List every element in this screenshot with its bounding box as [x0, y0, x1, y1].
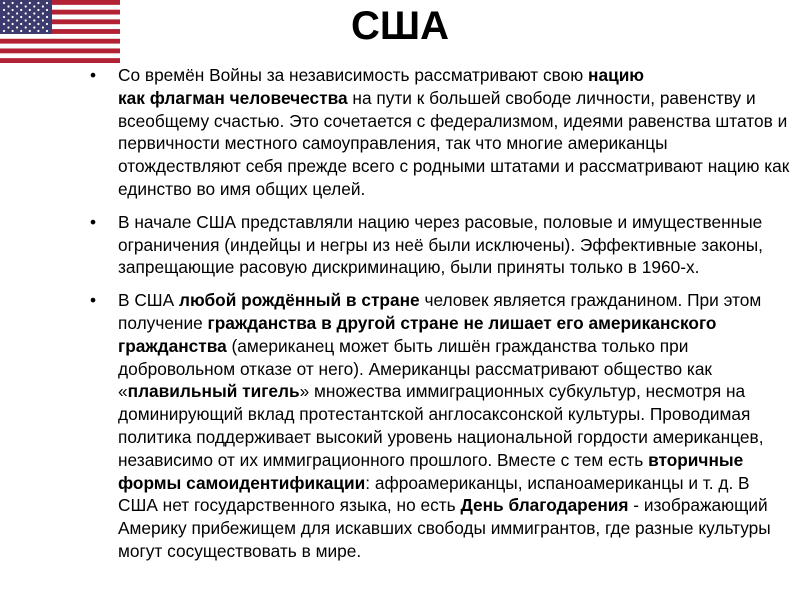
text-run: на пути к большей свободе личности, равенству и всеобщему счастью. Это сочетается с федерализмом, идеями равенства штатов и первичности местного самоуправления, так что многие американцы отождествляют себя прежде всего с родными штатами и рассматривают нацию как единство во имя общих целей.: [118, 87, 790, 199]
slide-title: США: [351, 4, 449, 48]
text-run: - изображающий Америку прибежищем для искавших свободы иммигрантов, где разные культуры могут сосуществовать в мире.: [118, 495, 771, 561]
text-run: (американец может быть лишён гражданства только при добровольном отказе от него). Американцы рассматривают общество как «: [118, 335, 712, 402]
text-run: : афроамериканцы, испаноамериканцы и т. д. В США нет государственного языка, но есть: [118, 472, 750, 516]
text-run: человек является гражданином. При этом получение: [118, 290, 762, 333]
text-run: В начале США представляли нацию через расовые, половые и имущественные ограничения (индейцы и негры из неё были исключены). Эффективные законы, запрещающие расовую дискриминацию, были приняты только в 1960-х.: [118, 211, 763, 278]
bold-phrase: плавильный тигель: [127, 381, 300, 402]
text-run: Со времён Войны за независимость рассматривают свою: [118, 65, 589, 85]
bold-phrase: гражданства в другой стране не лишает его американского гражданства: [118, 312, 717, 356]
bullet-dot-icon: •: [90, 211, 97, 232]
bullet-dot-icon: •: [90, 290, 97, 311]
bullet-list: [90, 64, 794, 573]
flag-stripe: [0, 53, 120, 58]
bold-phrase: любой рождённый в стране: [178, 290, 420, 311]
flag-stripe: [0, 58, 120, 63]
text-run: В США: [118, 290, 179, 311]
bullet-item: [90, 211, 794, 279]
text-run: » множества иммиграционных субкультур, несмотря на доминирующий вклад протестантской англосаксонской культуры. Проводимая политика поддерживает высокий уровень национальной гордости американцев, независимо от их иммиграционного прошлого. Вместе с тем есть: [118, 381, 764, 470]
bold-phrase: вторичные формы самоидентификации: [118, 449, 744, 493]
bullet-item: [90, 64, 794, 201]
bold-phrase: День благодарения: [460, 495, 629, 516]
bullet-item: [90, 289, 794, 563]
bullet-dot-icon: •: [90, 65, 97, 85]
bold-phrase: нацию: [588, 65, 645, 85]
bold-phrase: как флагман человечества: [118, 87, 348, 108]
